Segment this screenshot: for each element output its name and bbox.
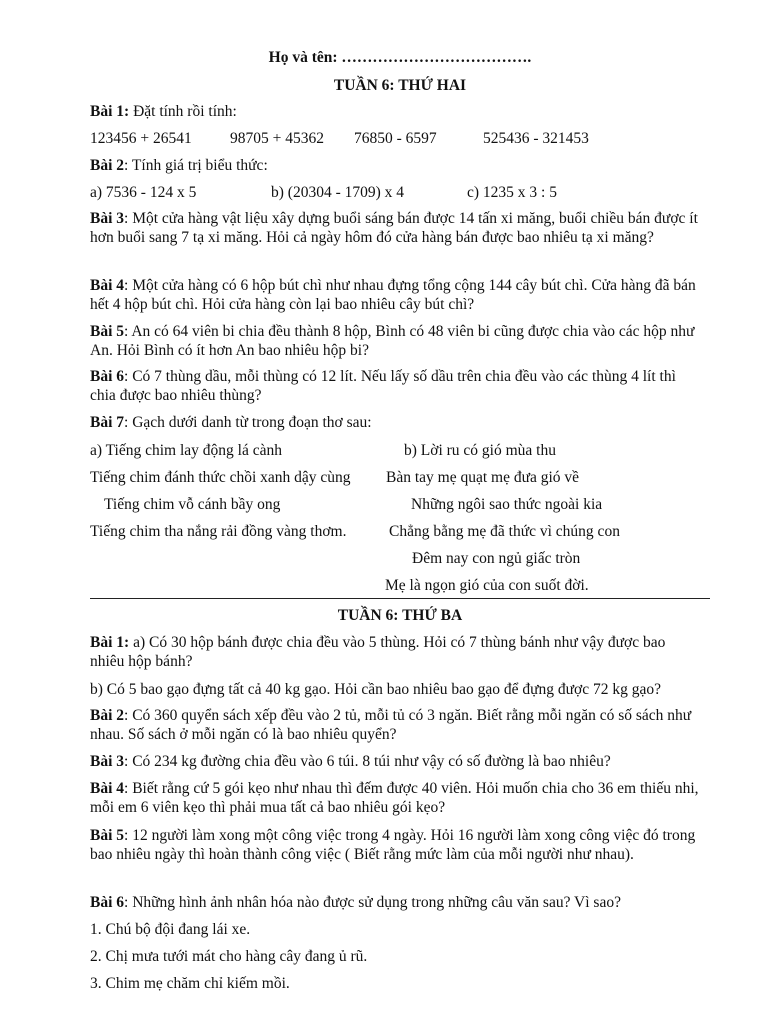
poem-b-line: Mẹ là ngọn gió của con suốt đời. — [385, 577, 589, 594]
tue-b3-text: : Có 234 kg đường chia đều vào 6 túi. 8 túi như vậy có số đường là bao nhiêu? — [124, 753, 611, 770]
mon-b1-item: 123456 + 26541 — [90, 130, 192, 147]
mon-b1-item: 98705 + 45362 — [230, 130, 324, 147]
tue-exercise-3 — [90, 752, 611, 771]
tue-b2-text: : Có 360 quyển sách xếp đều vào 2 tủ, mỗi tủ có 3 ngăn. Biết rằng mỗi ngăn có số sách như nhau. Số sách ở mỗi ngăn có là bao nhiêu quyển? — [90, 707, 692, 744]
tue-b3-label: Bài 3 — [90, 753, 125, 770]
poem-b-line: Bàn tay mẹ quạt mẹ đưa gió về — [386, 469, 580, 486]
mon-exercise-1 — [90, 102, 237, 121]
tue-b6-item: 2. Chị mưa tưới mát cho hàng cây đang ủ rũ. — [90, 948, 368, 965]
tue-b6-item: 1. Chú bộ đội đang lái xe. — [90, 921, 251, 938]
poem-b-line: Chẳng bằng mẹ đã thức vì chúng con — [389, 523, 620, 540]
poem-a-line: Tiếng chim vỗ cánh bầy ong — [104, 496, 281, 513]
mon-exercise-4 — [90, 276, 702, 315]
mon-exercise-2 — [90, 156, 268, 175]
mon-exercise-7 — [90, 413, 372, 432]
tue-b4-text: : Biết rằng cứ 5 gói kẹo như nhau thì đếm được 40 viên. Hỏi muốn chia cho 36 em thiếu nhi, mỗi em 6 viên kẹo thì phải mua tất cả bao nhiêu gói kẹo? — [90, 780, 699, 817]
mon-exercise-5 — [90, 322, 702, 361]
tue-b2-label: Bài 2 — [90, 707, 125, 724]
mon-b1-text: Đặt tính rồi tính: — [129, 103, 237, 120]
mon-b2-text: : Tính giá trị biểu thức: — [124, 157, 268, 174]
poem-b-line: Đêm nay con ngủ giấc tròn — [412, 550, 581, 567]
section-divider — [90, 598, 710, 599]
mon-b2-item: a) 7536 - 124 x 5 — [90, 184, 197, 201]
tue-b1-text: a) Có 30 hộp bánh được chia đều vào 5 thùng. Hỏi có 7 thùng bánh như vậy được bao nhiêu hộp bánh? — [90, 634, 666, 671]
mon-b5-label: Bài 5 — [90, 323, 125, 340]
mon-b2-label: Bài 2 — [90, 157, 125, 174]
mon-b4-label: Bài 4 — [90, 277, 125, 294]
mon-b1-label: Bài 1: — [90, 103, 130, 120]
mon-b6-label: Bài 6 — [90, 368, 125, 385]
tue-b6-text: : Những hình ảnh nhân hóa nào được sử dụng trong những câu văn sau? Vì sao? — [124, 894, 621, 911]
tue-b6-label: Bài 6 — [90, 894, 125, 911]
mon-b4-text: : Một cửa hàng có 6 hộp bút chì như nhau đựng tổng cộng 144 cây bút chì. Cửa hàng đã bán hết 4 hộp bút chì. Hỏi cửa hàng còn lại bao nhiêu cây bút chì? — [90, 277, 696, 314]
tue-b4-label: Bài 4 — [90, 780, 125, 797]
poem-a-line: Tiếng chim tha nắng rải đồng vàng thơm. — [90, 523, 347, 540]
mon-b2-item: b) (20304 - 1709) x 4 — [271, 184, 405, 201]
student-name-line: Họ và tên: ………………………………. — [268, 49, 532, 66]
tue-exercise-6 — [90, 893, 621, 912]
tue-b5-text: : 12 người làm xong một công việc trong 4 ngày. Hỏi 16 người làm xong công việc đó trong bao nhiêu ngày thì hoàn thành công việc ( Biết rằng mức làm của mỗi người như nhau). — [90, 827, 696, 864]
mon-b3-text: : Một cửa hàng vật liệu xây dựng buổi sáng bán được 14 tấn xi măng, buổi chiều bán được ít hơn buổi sang 7 tạ xi măng. Hỏi cả ngày hôm đó cửa hàng bán được bao nhiêu tạ xi măng? — [90, 210, 698, 247]
mon-b1-item: 76850 - 6597 — [354, 130, 437, 147]
mon-b1-item: 525436 - 321453 — [483, 130, 589, 147]
tue-b5-label: Bài 5 — [90, 827, 125, 844]
poem-a-line: Tiếng chim đánh thức chồi xanh dậy cùng — [90, 469, 351, 486]
mon-exercise-6 — [90, 367, 702, 406]
mon-b2-item: c) 1235 x 3 : 5 — [467, 184, 557, 201]
mon-b7-text: : Gạch dưới danh từ trong đoạn thơ sau: — [124, 414, 372, 431]
poem-a-line: a) Tiếng chim lay động lá cành — [90, 442, 282, 459]
mon-exercise-3 — [90, 209, 702, 248]
mon-b5-text: : An có 64 viên bi chia đều thành 8 hộp, Bình có 48 viên bi cũng được chia vào các hộp như An. Hỏi Bình có ít hơn An bao nhiêu hộp bi? — [90, 323, 695, 360]
section-title-monday: TUẦN 6: THỨ HAI — [333, 77, 467, 94]
tue-b6-item: 3. Chim mẹ chăm chỉ kiếm mồi. — [90, 975, 290, 992]
section-title-tuesday: TUẦN 6: THỨ BA — [337, 607, 463, 624]
poem-b-line: b) Lời ru có gió mùa thu — [404, 442, 556, 459]
poem-b-line: Những ngôi sao thức ngoài kia — [411, 496, 603, 513]
tue-exercise-1b: b) Có 5 bao gạo đựng tất cả 40 kg gạo. Hỏi cần bao nhiêu bao gạo để đựng được 72 kg gạo? — [90, 681, 662, 698]
tue-exercise-4 — [90, 779, 702, 818]
tue-exercise-1 — [90, 633, 702, 672]
mon-b3-label: Bài 3 — [90, 210, 125, 227]
tue-b1-label: Bài 1: — [90, 634, 130, 651]
mon-b6-text: : Có 7 thùng dầu, mỗi thùng có 12 lít. Nếu lấy số dầu trên chia đều vào các thùng 4 lít thì chia được bao nhiêu thùng? — [90, 368, 676, 405]
tue-exercise-5 — [90, 826, 702, 865]
tue-exercise-2 — [90, 706, 702, 745]
mon-b7-label: Bài 7 — [90, 414, 125, 431]
